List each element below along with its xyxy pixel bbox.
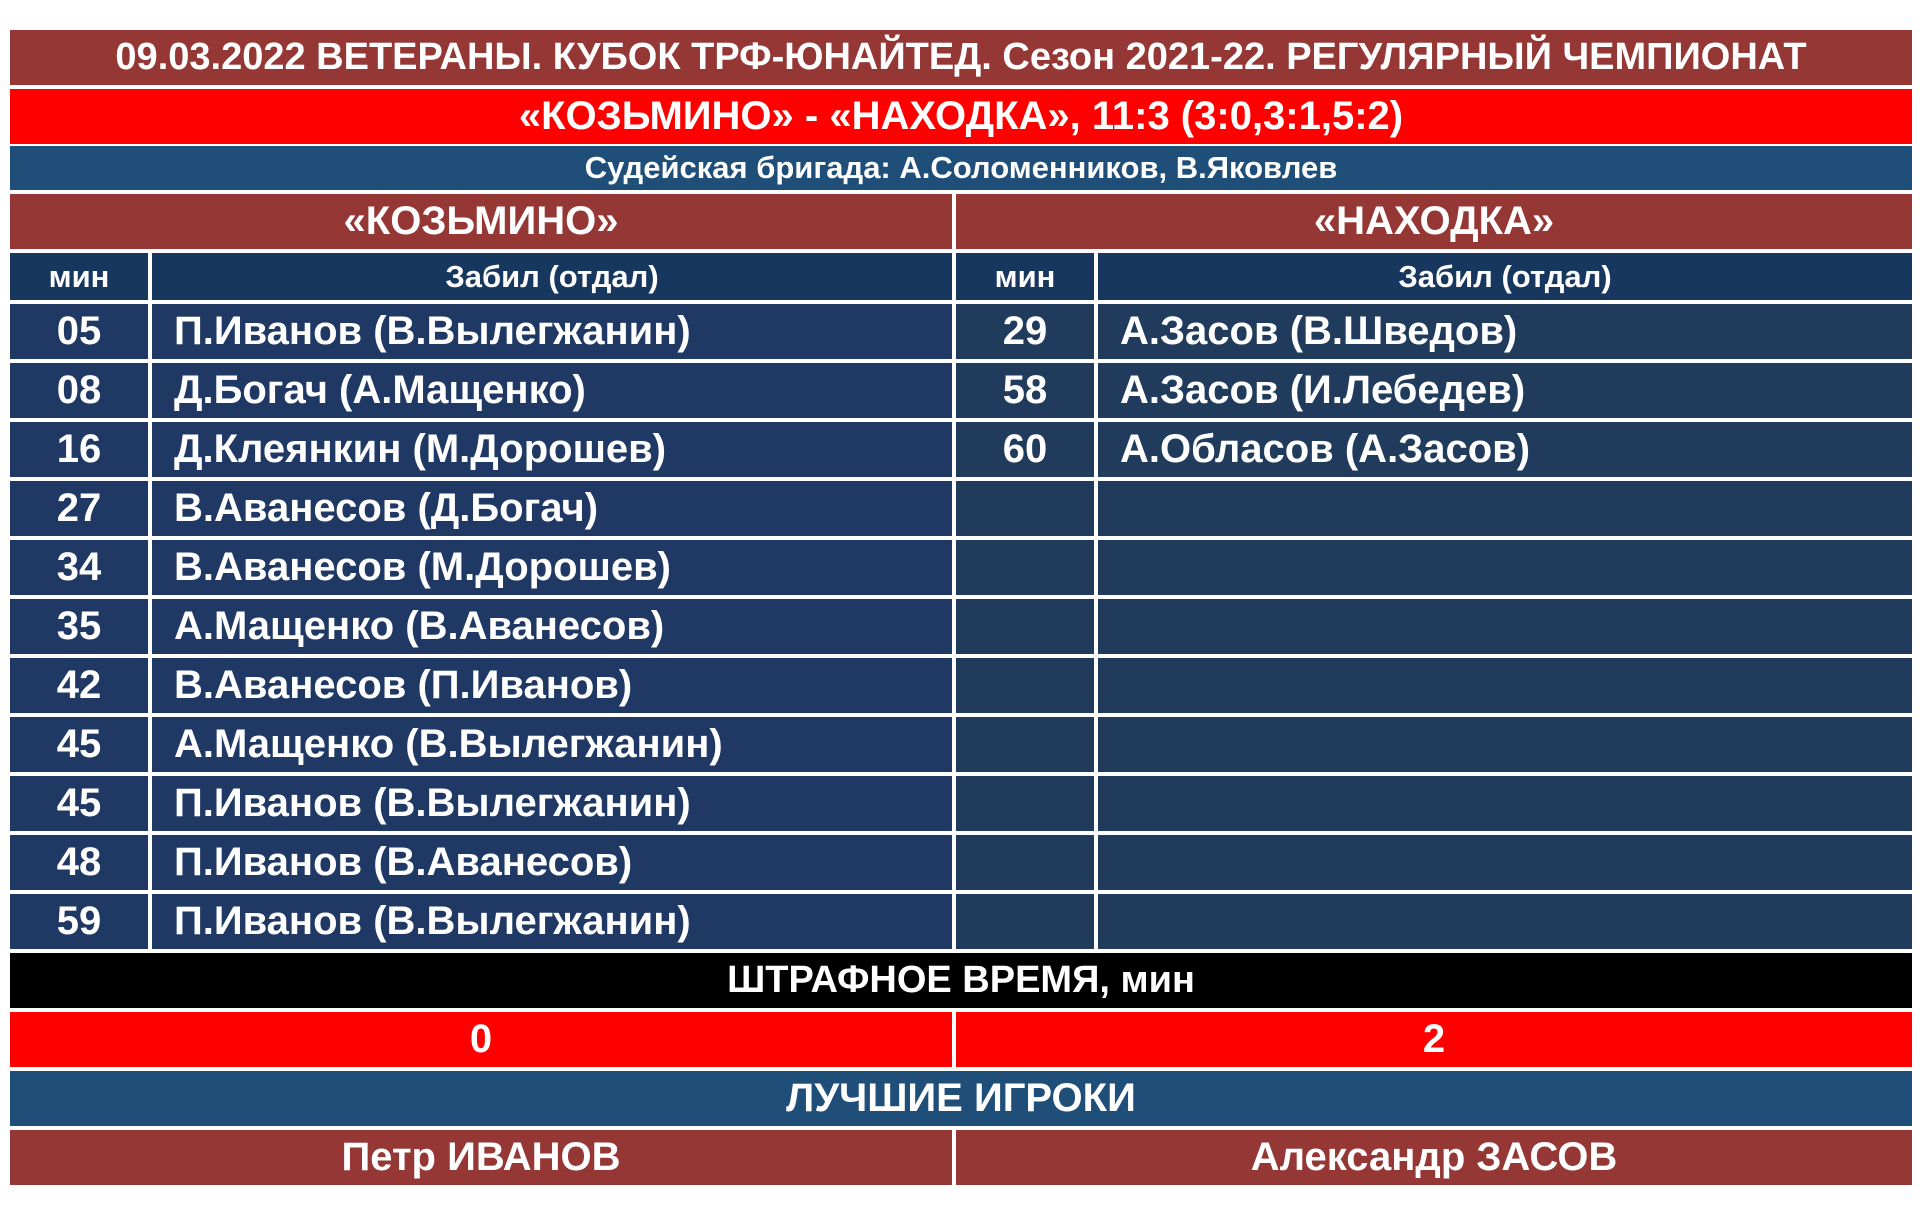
goal-scorer-left: А.Мащенко (В.Вылегжанин) [152,717,952,772]
goal-minute-right [956,658,1094,713]
goal-scorer-left: Д.Богач (А.Мащенко) [152,363,952,418]
column-header-min-left: мин [10,253,148,300]
goal-minute-left: 08 [10,363,148,418]
goal-minute-left: 05 [10,304,148,359]
goal-scorer-left: А.Мащенко (В.Аванесов) [152,599,952,654]
goal-scorer-right [1098,776,1912,831]
column-header-min-right: мин [956,253,1094,300]
goal-minute-right [956,776,1094,831]
goal-scorer-left: П.Иванов (В.Вылегжанин) [152,894,952,949]
goal-scorer-left: П.Иванов (В.Вылегжанин) [152,776,952,831]
best-players-title: ЛУЧШИЕ ИГРОКИ [10,1071,1912,1126]
penalty-time-title: ШТРАФНОЕ ВРЕМЯ, мин [10,953,1912,1008]
referee-crew: Судейская бригада: А.Соломенников, В.Яковлев [10,146,1912,190]
goal-minute-right [956,835,1094,890]
goal-minute-left: 35 [10,599,148,654]
goal-minute-right [956,599,1094,654]
goal-scorer-left: В.Аванесов (М.Дорошев) [152,540,952,595]
goal-minute-left: 45 [10,776,148,831]
goal-scorer-right: А.Обласов (А.Засов) [1098,422,1912,477]
goal-scorer-left: В.Аванесов (П.Иванов) [152,658,952,713]
best-player-right: Александр ЗАСОВ [956,1130,1912,1185]
goal-minute-left: 27 [10,481,148,536]
goal-scorer-right [1098,658,1912,713]
goal-scorer-right [1098,717,1912,772]
goal-minute-right [956,540,1094,595]
goal-minute-right: 58 [956,363,1094,418]
penalty-time-right: 2 [956,1012,1912,1067]
column-header-scorer-left: Забил (отдал) [152,253,952,300]
goal-minute-left: 16 [10,422,148,477]
match-result: «КОЗЬМИНО» - «НАХОДКА», 11:3 (3:0,3:1,5:2) [10,89,1912,144]
goal-scorer-right: А.Засов (В.Шведов) [1098,304,1912,359]
team-right-name: «НАХОДКА» [956,194,1912,249]
goal-scorer-right [1098,540,1912,595]
column-header-scorer-right: Забил (отдал) [1098,253,1912,300]
goal-minute-right [956,717,1094,772]
match-protocol-table [10,30,1912,1185]
goal-minute-right: 60 [956,422,1094,477]
penalty-time-left: 0 [10,1012,952,1067]
goal-minute-left: 59 [10,894,148,949]
goal-minute-right: 29 [956,304,1094,359]
goal-minute-left: 34 [10,540,148,595]
best-player-left: Петр ИВАНОВ [10,1130,952,1185]
goal-scorer-left: П.Иванов (В.Вылегжанин) [152,304,952,359]
event-title: 09.03.2022 ВЕТЕРАНЫ. КУБОК ТРФ-ЮНАЙТЕД. Сезон 2021-22. РЕГУЛЯРНЫЙ ЧЕМПИОНАТ [10,30,1912,85]
goal-scorer-right: А.Засов (И.Лебедев) [1098,363,1912,418]
goal-minute-right [956,481,1094,536]
goal-minute-left: 45 [10,717,148,772]
goal-scorer-left: Д.Клеянкин (М.Дорошев) [152,422,952,477]
goal-scorer-left: В.Аванесов (Д.Богач) [152,481,952,536]
goal-scorer-right [1098,835,1912,890]
goal-minute-left: 48 [10,835,148,890]
goal-scorer-right [1098,599,1912,654]
goal-scorer-right [1098,481,1912,536]
team-left-name: «КОЗЬМИНО» [10,194,952,249]
goal-scorer-left: П.Иванов (В.Аванесов) [152,835,952,890]
goal-minute-right [956,894,1094,949]
goal-minute-left: 42 [10,658,148,713]
goal-scorer-right [1098,894,1912,949]
